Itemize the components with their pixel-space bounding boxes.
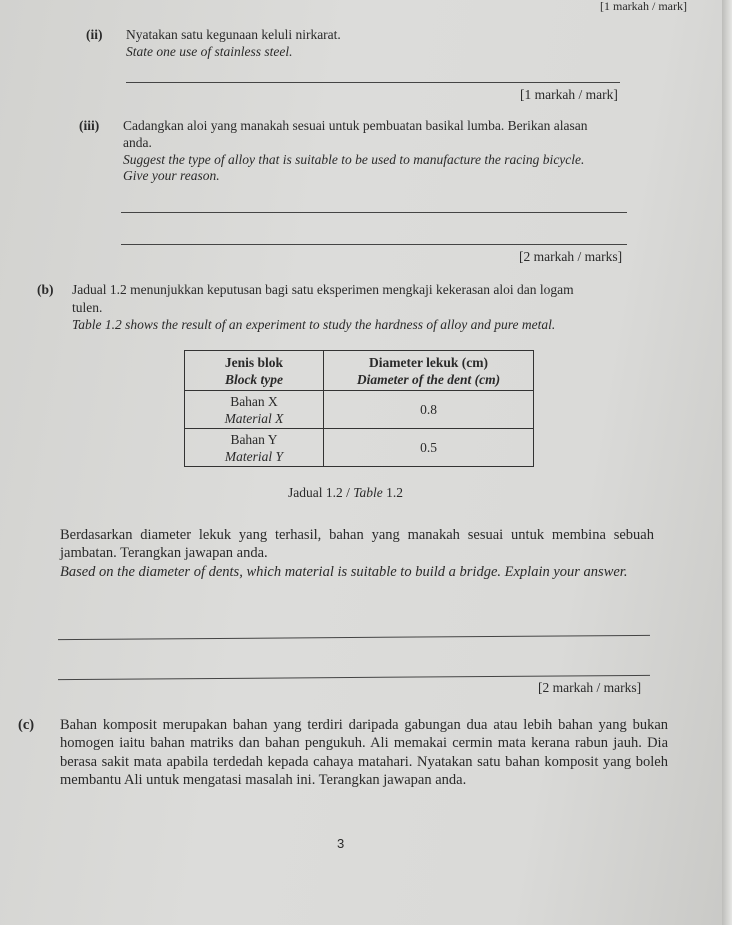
question-iii-english-2: Give your reason.	[123, 168, 220, 183]
results-table	[184, 350, 534, 467]
question-b-mark: [2 markah / marks]	[538, 680, 642, 695]
question-ii-malay: Nyatakan satu kegunaan keluli nirkarat.	[126, 27, 341, 42]
header-malay: Jenis blok	[224, 354, 284, 370]
answer-line[interactable]	[58, 635, 650, 640]
question-b-malay-1: Jadual 1.2 menunjukkan keputusan bagi satu eksperimen mengkaji kekerasan aloi dan logam	[72, 282, 574, 297]
row-value: 0.8	[324, 391, 534, 429]
row-value: 0.5	[324, 429, 534, 467]
table-row	[185, 429, 534, 467]
header-english: Block type	[224, 371, 284, 387]
question-b-malay-2: tulen.	[72, 300, 103, 315]
question-ii-number: (ii)	[86, 27, 103, 42]
answer-line[interactable]	[126, 82, 620, 83]
question-iii-malay-1: Cadangkan aloi yang manakah sesuai untuk pembuatan basikal lumba. Berikan alasan	[123, 118, 588, 133]
question-b-english-question: Based on the diameter of dents, which material is suitable to build a bridge. Explain your answer.	[60, 564, 628, 580]
material-english: Material Y	[224, 448, 284, 464]
material-malay: Bahan Y	[230, 431, 278, 447]
answer-line[interactable]	[121, 212, 627, 213]
material-malay: Bahan X	[230, 393, 278, 409]
header-dent-diameter	[324, 351, 534, 391]
header-block-type	[185, 351, 324, 391]
table-header-row	[185, 351, 534, 391]
question-iii-english-1: Suggest the type of alloy that is suitable to be used to manufacture the racing bicycle.	[123, 152, 585, 167]
question-ii-english: State one use of stainless steel.	[126, 44, 293, 59]
table-row	[185, 391, 534, 429]
row-material	[185, 391, 324, 429]
question-ii-mark: [1 markah / mark]	[520, 87, 618, 102]
page-edge	[722, 0, 732, 925]
page-number: 3	[337, 836, 345, 851]
table-caption: Jadual 1.2 / Table 1.2	[288, 485, 404, 500]
row-material	[185, 429, 324, 467]
answer-line[interactable]	[121, 244, 627, 245]
material-english: Material X	[224, 410, 284, 426]
header-malay: Diameter lekuk (cm)	[369, 354, 488, 370]
question-c-number: (c)	[18, 717, 35, 733]
question-b-malay-question: Berdasarkan diameter lekuk yang terhasil, bahan yang manakah sesuai untuk membina sebuah jambatan. Terangkan jawapan anda.	[60, 527, 654, 561]
top-mark: [1 markah / mark]	[600, 0, 687, 13]
header-english: Diameter of the dent (cm)	[356, 371, 501, 387]
question-b-number: (b)	[37, 282, 54, 297]
question-iii-mark: [2 markah / marks]	[519, 249, 623, 264]
question-iii-malay-2: anda.	[123, 135, 152, 150]
question-iii-number: (iii)	[79, 118, 100, 133]
question-c-text: Bahan komposit merupakan bahan yang terdiri daripada gabungan dua atau lebih bahan yang bukan homogen iaitu bahan matriks dan bahan pengukuh. Ali memakai cermin mata kerana rabun jauh. Dia berasa sakit mata apabila terdedah kepada cahaya matahari. Nyatakan satu bahan komposit yang boleh membantu Ali untuk mengatasi masalah ini. Terangkan jawapan anda.	[60, 717, 668, 788]
question-b-english: Table 1.2 shows the result of an experiment to study the hardness of alloy and pure metal.	[72, 317, 556, 332]
